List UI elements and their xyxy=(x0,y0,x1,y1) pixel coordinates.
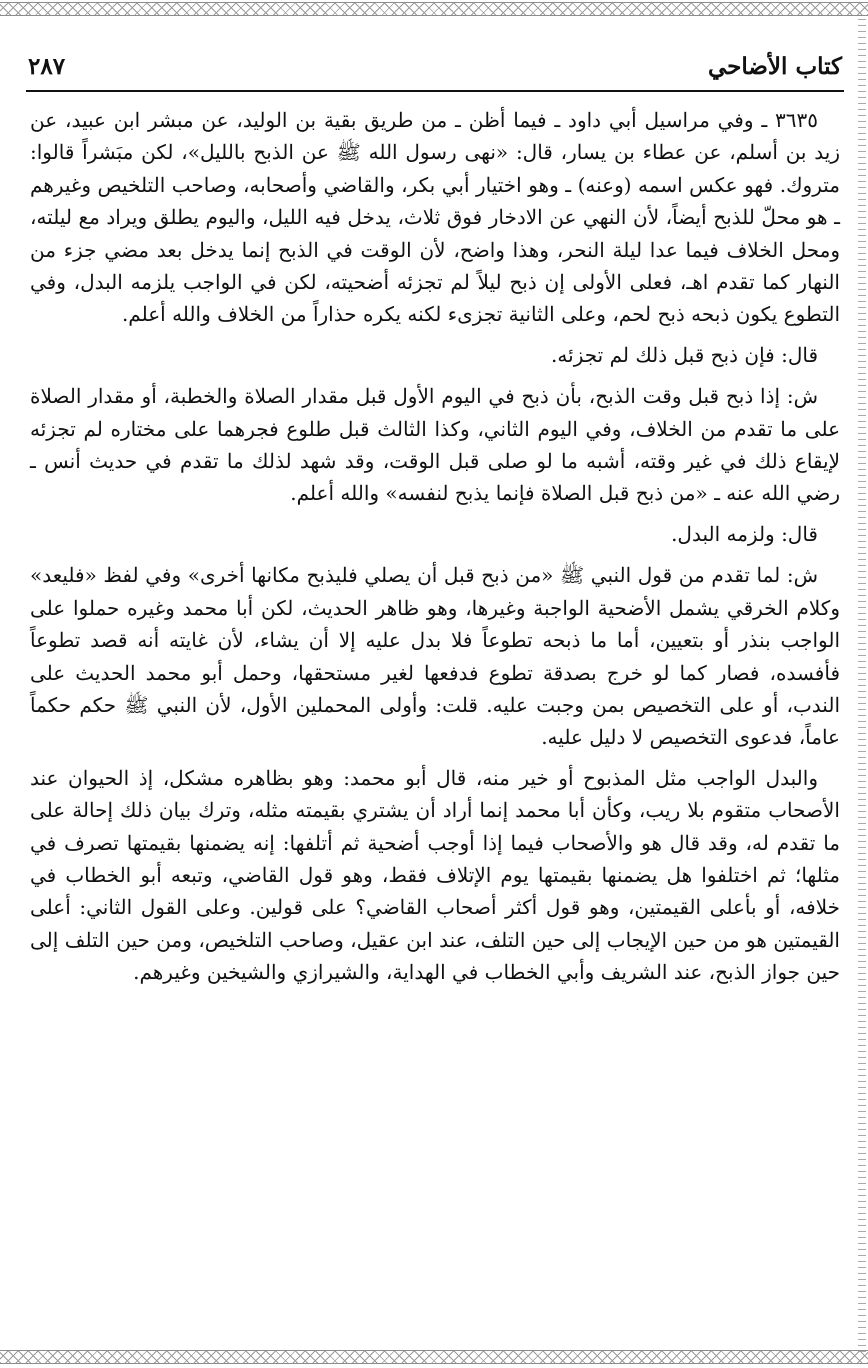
page-body xyxy=(30,104,840,997)
ornamental-border-right xyxy=(858,14,866,1352)
page-number: ٢٨٧ xyxy=(28,52,66,80)
book-title: كتاب الأضاحي xyxy=(708,52,842,80)
paragraph-sharh-1: ش: إذا ذبح قبل وقت الذبح، بأن ذبح في اليوم الأول قبل مقدار الصلاة والخطبة، أو مقدار الصلاة على ما تقدم من الخلاف، وفي اليوم الثاني، وكذا الثالث قبل طلوع فجرهما على مختاره لم تجزئه لإيقاع ذلك في غير وقته، أشبه ما لو صلى قبل الوقت، وقد شهد لذلك ما تقدم في حديث أنس ـ رضي الله عنه ـ «من ذبح قبل الصلاة فإنما يذبح لنفسه» والله أعلم. xyxy=(30,384,840,506)
paragraph-matn-2: قال: ولزمه البدل. xyxy=(671,521,818,546)
paragraph-badal: والبدل الواجب مثل المذبوح أو خير منه، قال أبو محمد: وهو بظاهره مشكل، إذ الحيوان عند الأصحاب متقوم بلا ريب، وكأن أبا محمد إنما أراد أن يشتري بقيمته مثله، وترك بيان ذلك إحالة على ما تقدم له، وقد قال هو والأصحاب فيما إذا أوجب أضحية ثم أتلفها: إنه يضمنها بقيمتها تصرف في مثلها؛ ثم اختلفوا هل يضمنها بقيمتها يوم الإتلاف فقط، وهو قول القاضي، وتبعه أبو الخطاب في خلافه، أو بأعلى القيمتين، وهو قول أكثر أصحاب القاضي؟ على قولين. وعلى القول الثاني: أعلى القيمتين هو من حين الإيجاب إلى حين التلف، عند ابن عقيل، وصاحب التلخيص، ومن حين التلف إلى حين جواز الذبح، عند الشريف وأبي الخطاب في الهداية، والشيرازي والشيخين وغيرهم. xyxy=(30,765,840,985)
paragraph-matn-1: قال: فإن ذبح قبل ذلك لم تجزئه. xyxy=(551,342,818,367)
paragraph-hadith-3635: ٣٦٣٥ ـ وفي مراسيل أبي داود ـ فيما أظن ـ من طريق بقية بن الوليد، عن مبشر ابن عبيد، عن زيد بن أسلم، عن عطاء بن يسار، قال: «نهى رسول الله ﷺ عن الذبح بالليل»، لكن مبَشراً قالوا: متروك. فهو عكس اسمه (وعنه) ـ وهو اختيار أبي بكر، والقاضي وأصحابه، وصاحب التلخيص وغيرهم ـ هو محلّ للذبح أيضاً، لأن النهي عن الادخار فوق ثلاث، يدخل فيه الليل، واليوم يطلق ويراد مع ليلته، ومحل الخلاف فيما عدا ليلة النحر، وهذا واضح، لأن الوقت في الذبح إنما يدخل بعد مضي جزء من النهار كما تقدم اهـ، فعلى الأولى إن ذبح ليلاً لم تجزئه أضحيته، لكن في الواجب يلزمه البدل، وفي التطوع يكون ذبحه ذبح لحم، وعلى الثانية تجزىء لكنه يكره حذاراً من الخلاف والله أعلم. xyxy=(30,108,840,327)
paragraph-sharh-2: ش: لما تقدم من قول النبي ﷺ «من ذبح قبل أن يصلي فليذبح مكانها أخرى» وفي لفظ «فليعد» وكلام الخرقي يشمل الأضحية الواجبة وغيرها، وهو ظاهر الحديث، لكن أبا محمد وغيره حملوا على الواجب بنذر أو بتعيين، أما ما ذبحه تطوعاً فلا بدل عليه إلا أن يشاء، لأن غايته أنه قصد تطوعاً فأفسده، فصار كما لو خرج بصدقة تطوع فدفعها لغير مستحقها، وحمل أبو محمد الحديث على الندب، أو على التخصيص بمن وجبت عليه. قلت: وأولى المحملين الأول، لأن النبي ﷺ حكم حكماً عاماً، فدعوى التخصيص لا دليل عليه. xyxy=(30,563,840,750)
page-header xyxy=(28,44,842,88)
ornamental-border-top xyxy=(0,2,868,16)
header-rule xyxy=(26,90,844,92)
ornamental-border-bottom xyxy=(0,1350,868,1364)
